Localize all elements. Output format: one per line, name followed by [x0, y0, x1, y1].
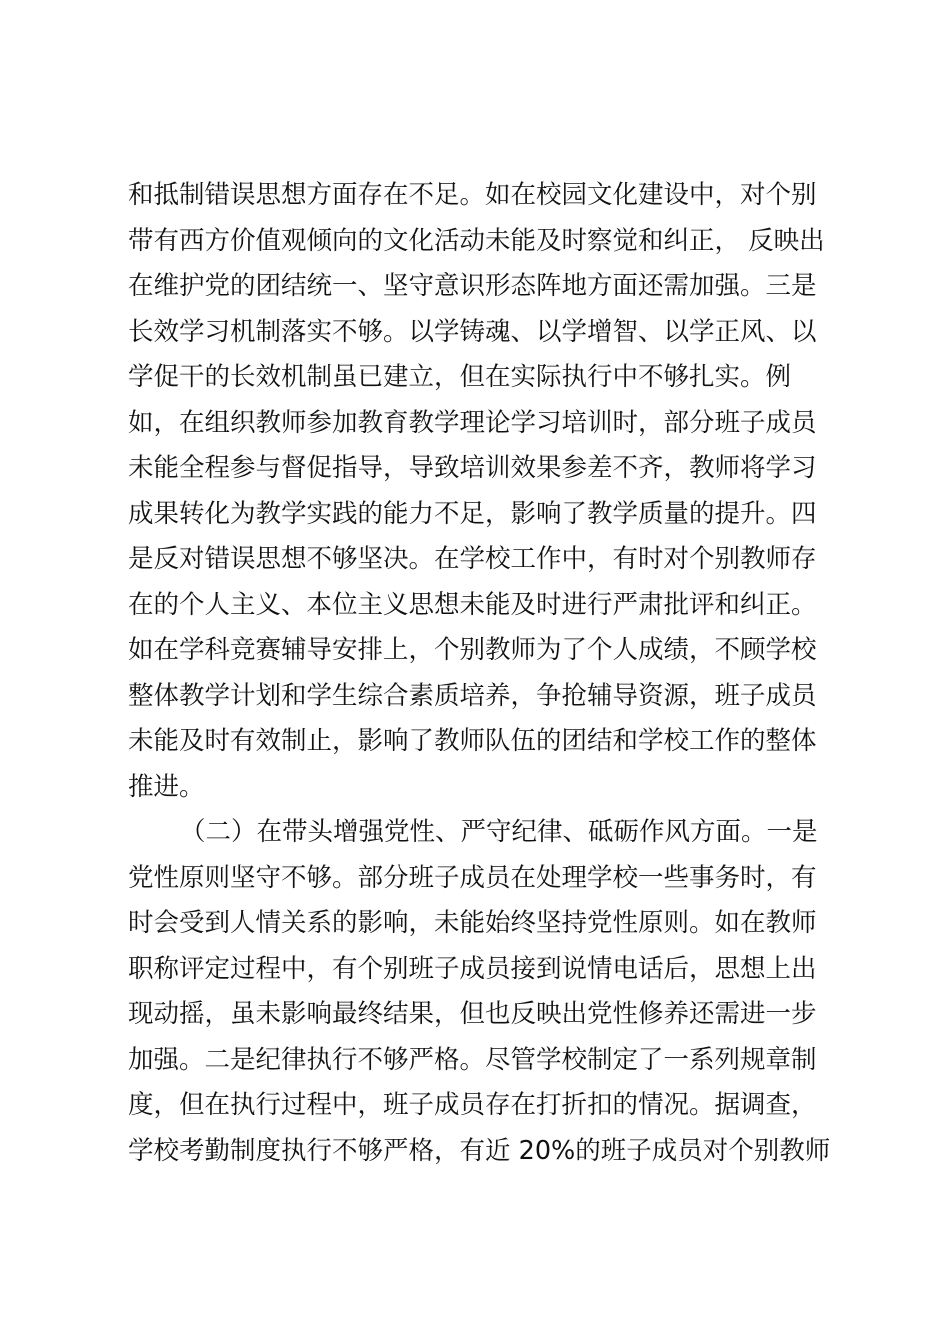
text-line: 是反对错误思想不够坚决。在学校工作中，有时对个别教师存 — [128, 544, 817, 574]
document-body — [128, 173, 831, 1174]
text-line: 推进。 — [128, 771, 205, 802]
text-line: 和抵制错误思想方面存在不足。如在校园文化建设中，对个别 — [128, 180, 817, 210]
text-line: 带有西方价值观倾向的文化活动未能及时察觉和纠正， 反映出 — [128, 225, 825, 256]
text-line: 学促干的长效机制虽已建立，但在实际执行中不够扎实。例 — [128, 362, 792, 392]
text-line: 度，但在执行过程中，班子成员存在打折扣的情况。据调查， — [128, 1090, 817, 1120]
text-line: 现动摇，虽未影响最终结果，但也反映出党性修养还需进一步 — [128, 999, 817, 1029]
text-line: 如，在组织教师参加教育教学理论学习培训时，部分班子成员 — [128, 407, 817, 438]
text-line: 加强。二是纪律执行不够严格。尽管学校制定了一系列规章制 — [128, 1044, 817, 1075]
text-line: 未能全程参与督促指导，导致培训效果参差不齐，教师将学习 — [128, 453, 817, 483]
text-line: 整体教学计划和学生综合素质培养，争抢辅导资源，班子成员 — [128, 680, 817, 711]
text-line: 职称评定过程中，有个别班子成员接到说情电话后，思想上出 — [128, 953, 817, 984]
text-line: 时会受到人情关系的影响，未能始终坚持党性原则。如在教师 — [128, 908, 817, 938]
text-line: 党性原则坚守不够。部分班子成员在处理学校一些事务时，有 — [128, 862, 817, 893]
text-line: 未能及时有效制止，影响了教师队伍的团结和学校工作的整体 — [128, 726, 817, 756]
text-line: 在维护党的团结统一、坚守意识形态阵地方面还需加强。三是 — [128, 271, 817, 301]
section-heading-line: （二）在带头增强党性、严守纪律、砥砺作风方面。一是 — [180, 817, 818, 847]
text-line: 成果转化为教学实践的能力不足，影响了教学质量的提升。四 — [128, 498, 817, 529]
text-line: 在的个人主义、本位主义思想未能及时进行严肃批评和纠正。 — [128, 589, 817, 620]
text-line: 如在学科竞赛辅导安排上，个别教师为了个人成绩，不顾学校 — [128, 635, 817, 665]
text-line: 长效学习机制落实不够。以学铸魂、以学增智、以学正风、以 — [128, 316, 817, 347]
text-line: 学校考勤制度执行不够严格，有近 20%的班子成员对个别教师 — [128, 1135, 831, 1166]
